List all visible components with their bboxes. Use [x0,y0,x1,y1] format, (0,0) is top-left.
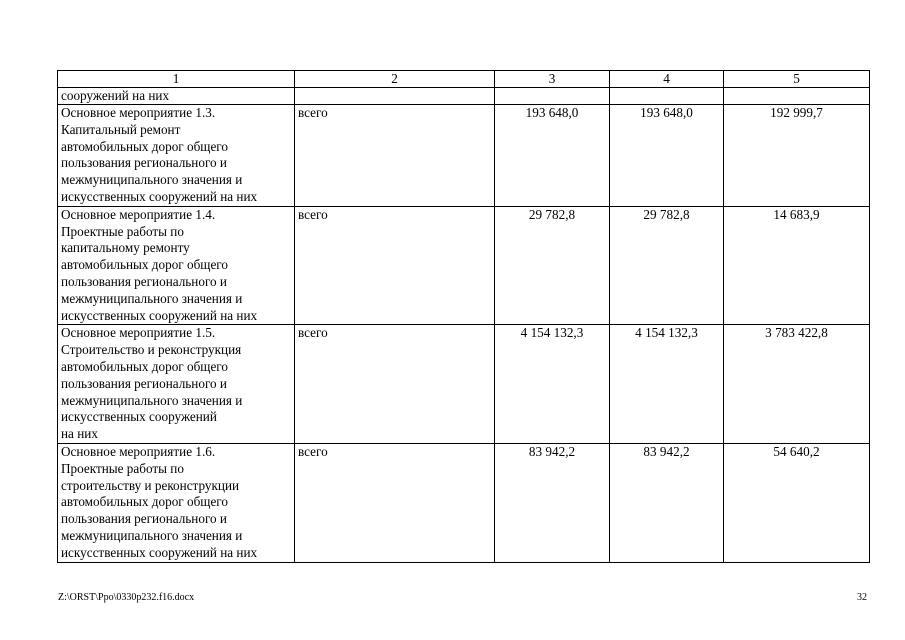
row-value-col3: 193 648,0 [495,105,610,207]
row-value-col4: 193 648,0 [610,105,724,207]
table-row [58,325,870,444]
row-type: всего [295,206,495,325]
header-col-1: 1 [58,71,295,88]
row-value-col3: 4 154 132,3 [495,325,610,444]
row-value-col4: 29 782,8 [610,206,724,325]
header-col-4: 4 [610,71,724,88]
row-value-col3 [495,88,610,105]
row-type: всего [295,443,495,562]
footer-file-path: Z:\ORST\Ppo\0330p232.f16.docx [58,592,195,603]
row-type: всего [295,325,495,444]
row-value-col3: 29 782,8 [495,206,610,325]
header-col-5: 5 [724,71,870,88]
row-value-col5 [724,88,870,105]
row-type [295,88,495,105]
budget-table [57,70,870,563]
row-value-col4 [610,88,724,105]
row-value-col4: 83 942,2 [610,443,724,562]
row-description: Основное мероприятие 1.4. Проектные работы по капитальному ремонту автомобильных дорог общего пользования регионального и межмуниципального значения и искусственных сооружений на них [58,206,295,325]
row-value-col3: 83 942,2 [495,443,610,562]
header-col-2: 2 [295,71,495,88]
row-value-col5: 14 683,9 [724,206,870,325]
table-row [58,105,870,207]
row-type: всего [295,105,495,207]
header-col-3: 3 [495,71,610,88]
row-value-col4: 4 154 132,3 [610,325,724,444]
row-description: Основное мероприятие 1.5. Строительство и реконструкция автомобильных дорог общего пользования регионального и межмуниципального значения и искусственных сооружений на них [58,325,295,444]
table-row [58,443,870,562]
row-value-col5: 54 640,2 [724,443,870,562]
row-description: сооружений на них [58,88,295,105]
row-value-col5: 192 999,7 [724,105,870,207]
table-header-row [58,71,870,88]
row-description: Основное мероприятие 1.6. Проектные работы по строительству и реконструкции автомобильных дорог общего пользования регионального и межмуниципального значения и искусственных сооружений на них [58,443,295,562]
table-row [58,206,870,325]
row-value-col5: 3 783 422,8 [724,325,870,444]
footer-page-number: 32 [857,592,867,603]
table-row-continuation [58,88,870,105]
row-description: Основное мероприятие 1.3. Капитальный ремонт автомобильных дорог общего пользования регионального и межмуниципального значения и искусственных сооружений на них [58,105,295,207]
